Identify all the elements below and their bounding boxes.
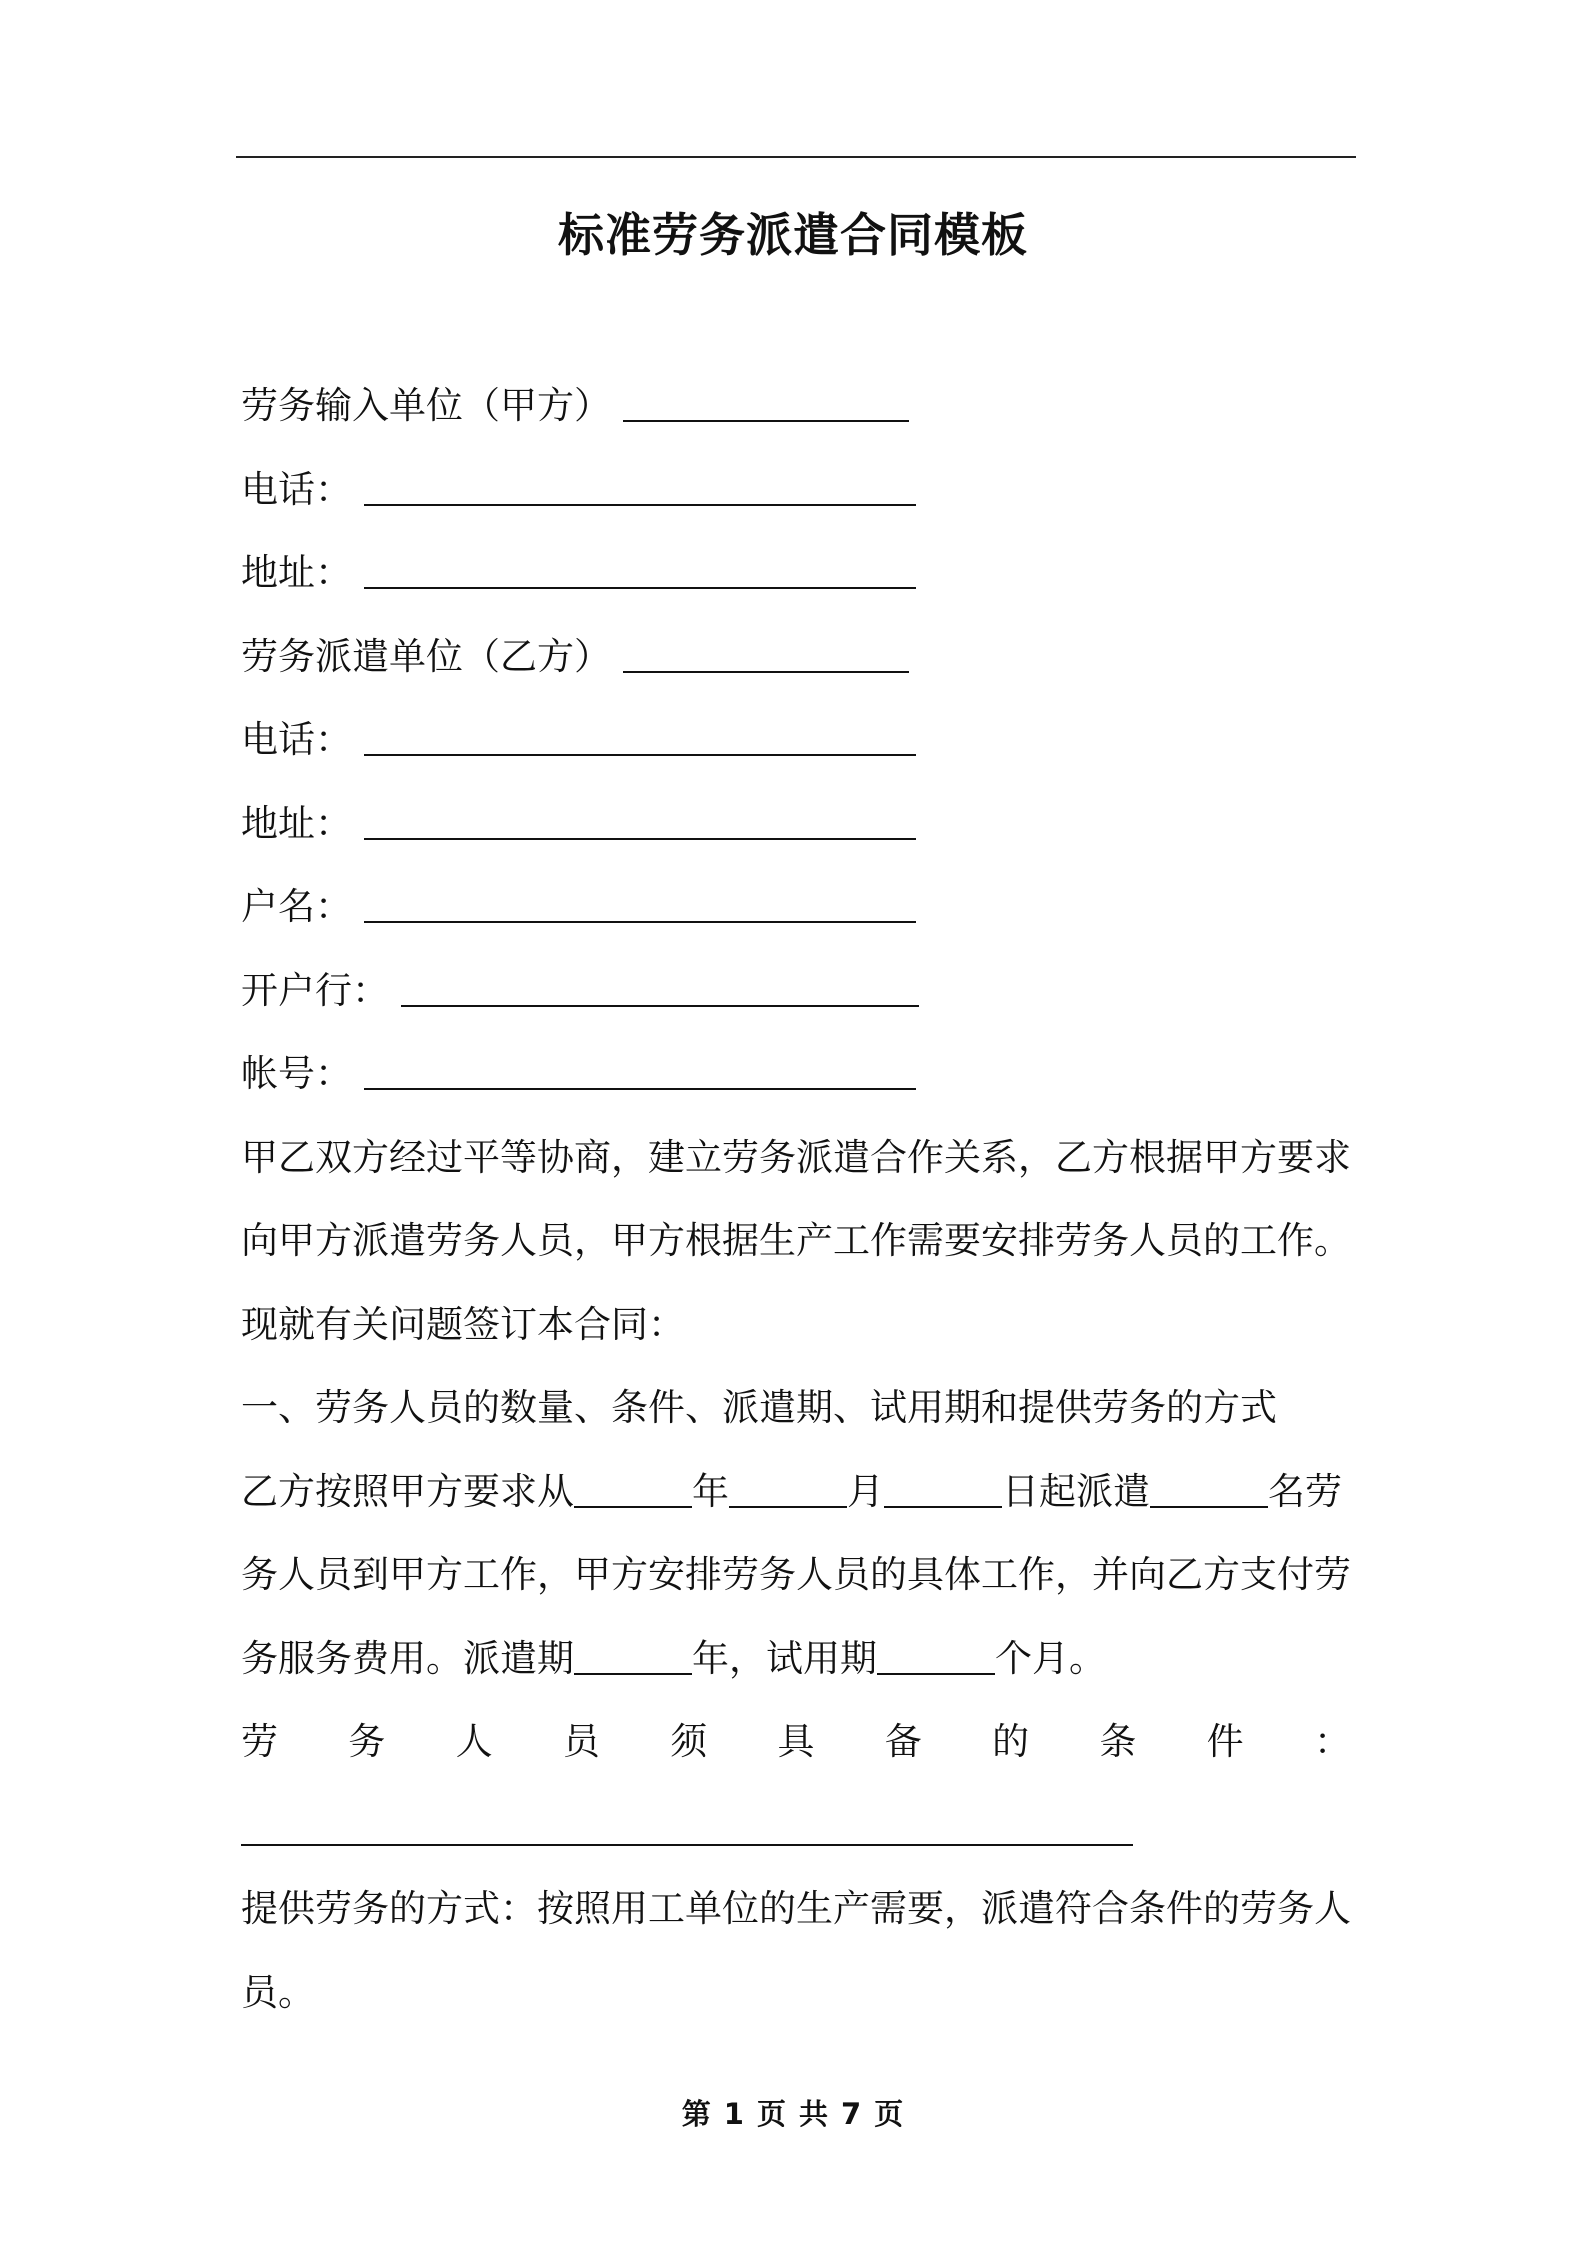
field-party-a	[241, 364, 1356, 448]
field-label: 电话：	[241, 467, 352, 511]
blank-year	[574, 1472, 692, 1508]
blank-line	[623, 386, 909, 422]
service-method-line: 员。	[241, 1970, 315, 2014]
blank-period	[574, 1639, 692, 1675]
conditions-char: 备	[884, 1720, 922, 1763]
conditions-line	[241, 1700, 1351, 1784]
conditions-char: 件	[1206, 1720, 1244, 1763]
field-party-a-address	[241, 531, 1356, 615]
field-label: 地址：	[241, 551, 352, 594]
blank-line	[401, 971, 919, 1007]
blank-line	[241, 1844, 1133, 1846]
document-body	[241, 364, 1356, 2034]
blank-month	[729, 1472, 847, 1508]
text-segment: 年	[692, 1469, 729, 1513]
field-label: 帐号：	[241, 1052, 352, 1095]
intro-line: 甲乙双方经过平等协商，建立劳务派遣合作关系，乙方根据甲方要求	[241, 1135, 1351, 1179]
total-page-count: 7	[841, 2097, 863, 2131]
field-bank	[241, 949, 1356, 1033]
field-party-b-address	[241, 782, 1356, 866]
text-segment: 乙方按照甲方要求从	[241, 1469, 574, 1513]
text-segment: 务服务费用。派遣期	[241, 1636, 574, 1680]
blank-line	[364, 887, 916, 923]
blank-line	[364, 804, 916, 840]
conditions-char: 人	[455, 1720, 493, 1763]
blank-count	[1150, 1472, 1268, 1508]
conditions-char: ：	[1313, 1720, 1351, 1763]
text-segment: 个月。	[995, 1636, 1106, 1680]
field-label: 电话：	[241, 718, 352, 761]
conditions-char: 须	[670, 1720, 708, 1763]
blank-line	[364, 553, 916, 589]
field-account-name	[241, 865, 1356, 949]
text-segment: 月	[847, 1469, 884, 1513]
field-label: 地址：	[241, 801, 352, 845]
footer-text: 页	[874, 2097, 905, 2131]
field-party-a-phone	[241, 448, 1356, 532]
field-label: 劳务输入单位（甲方）	[241, 384, 611, 427]
current-page-number: 1	[723, 2097, 745, 2131]
blank-day	[884, 1472, 1002, 1508]
field-label: 开户行：	[241, 968, 389, 1012]
blank-line	[364, 720, 916, 756]
service-method-line: 提供劳务的方式：按照用工单位的生产需要，派遣符合条件的劳务人	[241, 1887, 1351, 1930]
conditions-char: 的	[992, 1720, 1030, 1763]
conditions-blank	[241, 1784, 1356, 1868]
dispatch-period-line	[241, 1617, 1356, 1701]
field-label: 户名：	[241, 885, 352, 928]
footer-text: 第	[681, 2097, 712, 2131]
blank-line	[364, 470, 916, 506]
conditions-char: 员	[562, 1720, 600, 1763]
conditions-char: 条	[1099, 1720, 1137, 1763]
field-account-number	[241, 1032, 1356, 1116]
footer-text: 页	[756, 2097, 787, 2131]
blank-probation	[877, 1639, 995, 1675]
field-label: 劳务派遣单位（乙方）	[241, 634, 611, 678]
dispatch-start-line	[241, 1450, 1356, 1534]
paragraph-line: 务人员到甲方工作，甲方安排劳务人员的具体工作，并向乙方支付劳	[241, 1553, 1351, 1596]
conditions-char: 务	[348, 1720, 386, 1763]
footer-text: 共	[799, 2097, 830, 2131]
conditions-char: 劳	[241, 1720, 278, 1763]
field-party-b	[241, 615, 1356, 699]
section-heading: 一、劳务人员的数量、条件、派遣期、试用期和提供劳务的方式	[241, 1386, 1277, 1429]
text-segment: 年，试用期	[692, 1636, 877, 1680]
blank-line	[364, 1054, 916, 1090]
blank-line	[623, 637, 909, 673]
conditions-char: 具	[777, 1720, 815, 1763]
intro-line: 向甲方派遣劳务人员，甲方根据生产工作需要安排劳务人员的工作。	[241, 1219, 1351, 1262]
document-title: 标准劳务派遣合同模板	[558, 208, 1028, 262]
header-rule	[236, 156, 1356, 158]
text-segment: 名劳	[1268, 1469, 1342, 1513]
field-party-b-phone	[241, 698, 1356, 782]
intro-line: 现就有关问题签订本合同：	[241, 1302, 685, 1346]
text-segment: 日起派遣	[1002, 1469, 1150, 1513]
page-footer	[0, 2092, 1586, 2133]
